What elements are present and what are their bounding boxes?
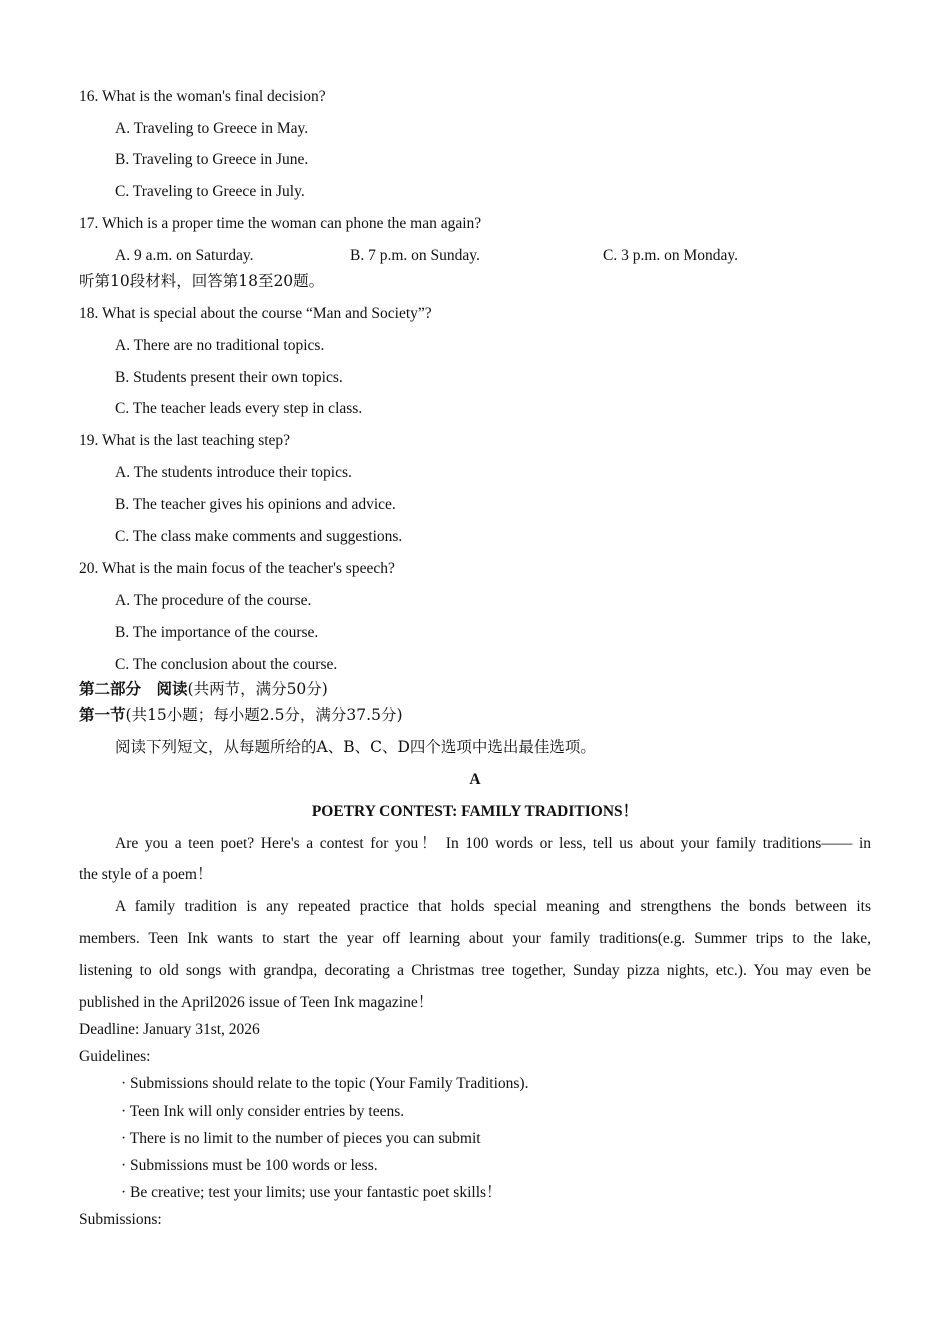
option-20a: A. The procedure of the course. [115,592,312,609]
deadline: Deadline: January 31st, 2026 [79,1021,260,1038]
part2-heading-bold: 第二部分 阅读 [79,679,188,698]
option-18c: C. The teacher leads every step in class. [115,400,363,417]
section1-heading [79,705,403,725]
option-19c: C. The class make comments and suggestions. [115,528,403,545]
guidelines-label: Guidelines: [79,1048,151,1065]
question-20: 20. What is the main focus of the teacher's speech? [79,560,395,577]
paragraph-1-line-2: the style of a poem！ [79,866,213,883]
guideline-item: · Submissions must be 100 words or less. [121,1157,378,1174]
option-17b: B. 7 p.m. on Sunday. [350,247,480,264]
submissions-label: Submissions: [79,1211,162,1228]
part2-heading [79,679,328,699]
paragraph-2-line-2: members. Teen Ink wants to start the year off learning about your family traditions(e.g. Summer trips to the lake, [79,930,871,947]
passage-title: POETRY CONTEST: FAMILY TRADITIONS！ [311,803,639,820]
option-20c: C. The conclusion about the course. [115,656,338,673]
guideline-item: · Be creative; test your limits; use your fantastic poet skills！ [121,1184,502,1201]
option-20b: B. The importance of the course. [115,624,319,641]
option-19b: B. The teacher gives his opinions and advice. [115,496,396,513]
paragraph-2-line-1: A family tradition is any repeated practice that holds special meaning and strengthens the bonds between its [115,898,871,915]
option-16c: C. Traveling to Greece in July. [115,183,305,200]
question-16: 16. What is the woman's final decision? [79,88,326,105]
part2-heading-rest: (共两节，满分50分) [187,680,328,698]
passage-label: A [469,771,481,788]
option-16b: B. Traveling to Greece in June. [115,151,309,168]
option-19a: A. The students introduce their topics. [115,464,352,481]
section1-heading-rest: (共15小题；每小题2.5分，满分37.5分) [125,706,403,724]
question-17: 17. Which is a proper time the woman can phone the man again? [79,215,482,232]
reading-instruction: 阅读下列短文，从每题所给的A、B、C、D四个选项中选出最佳选项。 [115,738,596,756]
option-17c: C. 3 p.m. on Monday. [603,247,739,264]
question-19: 19. What is the last teaching step? [79,432,291,449]
question-18: 18. What is special about the course “Man and Society”? [79,305,432,322]
option-18a: A. There are no traditional topics. [115,337,325,354]
option-16a: A. Traveling to Greece in May. [115,120,309,137]
guideline-item: · Submissions should relate to the topic (Your Family Traditions). [121,1075,529,1092]
paragraph-2-line-4: published in the April2026 issue of Teen Ink magazine！ [79,994,434,1011]
guideline-item: · Teen Ink will only consider entries by teens. [121,1103,405,1120]
section1-heading-bold: 第一节 [79,705,126,724]
option-17a: A. 9 a.m. on Saturday. [115,247,254,264]
guideline-item: · There is no limit to the number of pieces you can submit [121,1130,481,1147]
listening-instruction: 听第10段材料，回答第18至20题。 [79,272,325,290]
paragraph-2-line-3: listening to old songs with grandpa, decorating a Christmas tree together, Sunday pizza nights, etc.). You may even be [79,962,871,979]
option-18b: B. Students present their own topics. [115,369,343,386]
paragraph-1-line-1: Are you a teen poet? Here's a contest for you！ In 100 words or less, tell us about your family traditions—— in [115,835,871,852]
